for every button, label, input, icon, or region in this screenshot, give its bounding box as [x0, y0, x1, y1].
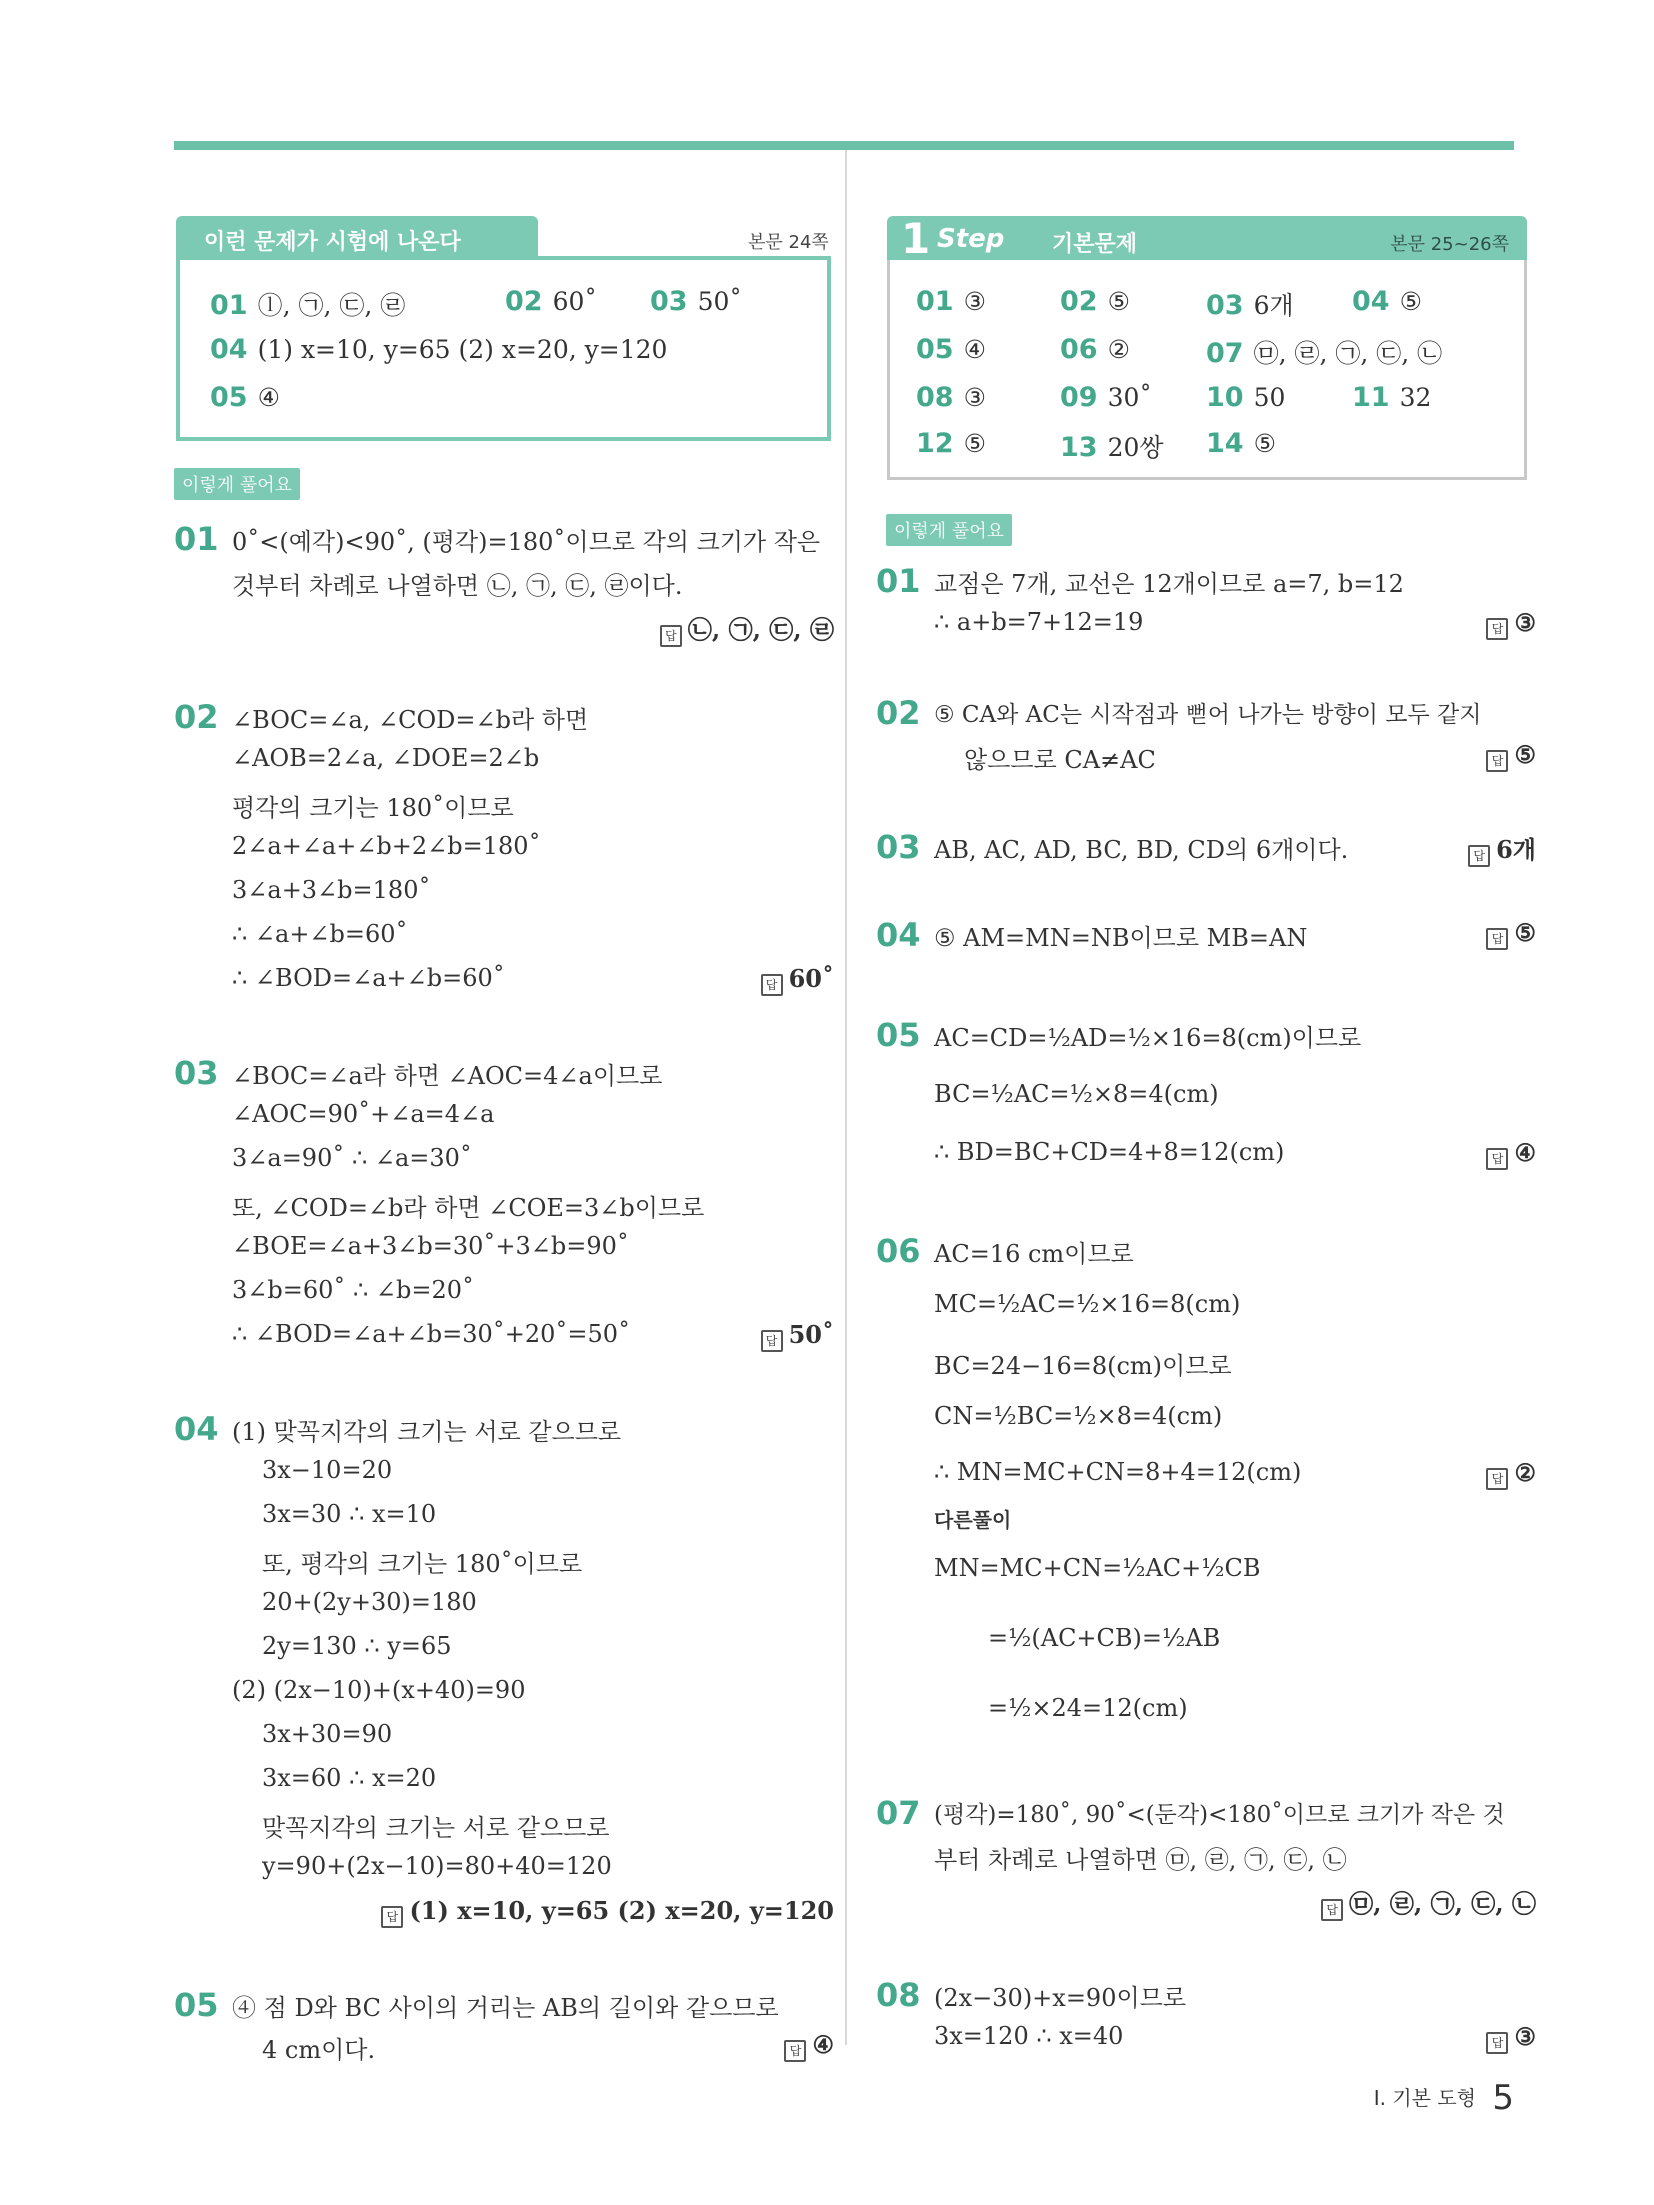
final-answer: 답 ④ — [784, 2030, 834, 2062]
exam-preview-header — [176, 216, 538, 260]
answer-item: 11 32 — [1352, 382, 1432, 413]
answer-item: 06 ② — [1060, 334, 1130, 365]
solution-badge: 이렇게 풀어요 — [886, 514, 1012, 546]
basic-problems-header — [887, 214, 1527, 263]
answer-item: 01 ⓛ, ㉠, ㉢, ㉣ — [210, 290, 406, 321]
answer-item: 01 ③ — [916, 286, 986, 317]
answer-item: 04 ⑤ — [1352, 286, 1422, 317]
answer-item: 04 (1) x=10, y=65 (2) x=20, y=120 — [210, 334, 668, 365]
answer-item: 03 50˚ — [650, 286, 742, 317]
answer-item: 09 30˚ — [1060, 382, 1152, 413]
final-answer: 답 ③ — [1486, 2022, 1536, 2054]
alt-solution-label: 다른풀이 — [934, 1508, 1012, 1532]
answer-item: 13 20쌍 — [1060, 432, 1164, 463]
exam-preview-ref: 본문 24쪽 — [748, 232, 829, 253]
final-answer: 답 6개 — [1468, 830, 1536, 867]
answer-item: 05 ④ — [210, 382, 280, 413]
answer-item: 02 60˚ — [505, 286, 597, 317]
solution-08: 08 (2x−30)+x=90이므로 3x=120 ∴ x=40 답 ③ — [876, 1976, 1536, 2056]
answer-item: 12 ⑤ — [916, 428, 986, 459]
solution-03: 03 ∠BOC=∠a라 하면 ∠AOC=4∠a이므로 ∠AOC=90˚+∠a=4∠a 3∠a=90˚ ∴ ∠a=30˚ 또, ∠COD=∠b라 하면 ∠COE=3∠b이므로 ∠BOE=∠a+3∠b=30˚+3∠b=90˚ 3∠b=60˚ ∴ ∠b=20˚ ∴ ∠BOD=∠a+∠b=30˚+20˚=50˚ 답 50˚ — [174, 1054, 834, 1354]
page-number: 5 — [1492, 2078, 1514, 2118]
solution-06: 06 AC=16 cm이므로 MC=½AC=½×16=8(cm) BC=24−16=8(cm)이므로 CN=½BC=½×8=4(cm) ∴ MN=MC+CN=8+4=12(cm) 답 ② 다른풀이 MN=MC+CN=½AC+½CB =½(AC+CB)=½AB =½×24=12(cm) — [876, 1232, 1536, 1722]
final-answer: 답 ② — [1486, 1458, 1536, 1490]
solution-05: 05 ④ 점 D와 BC 사이의 거리는 AB의 길이와 같으므로 4 cm이다. 답 ④ — [174, 1986, 834, 2064]
column-divider — [845, 150, 847, 2045]
solution-05: 05 AC=CD=½AD=½×16=8(cm)이므로 BC=½AC=½×8=4(cm) ∴ BD=BC+CD=4+8=12(cm) 답 ④ — [876, 1016, 1536, 1186]
final-answer: 답 ④ — [1486, 1138, 1536, 1170]
final-answer: 답 ㉤, ㉣, ㉠, ㉢, ㉡ — [1321, 1884, 1536, 1921]
section-title: I. 기본 도형 — [1373, 2086, 1476, 2110]
answer-item: 14 ⑤ — [1206, 428, 1276, 459]
answer-item: 05 ④ — [916, 334, 986, 365]
basic-problems-ref: 본문 25~26쪽 — [1390, 234, 1509, 255]
solution-02: 02 ⑤ CA와 AC는 시작점과 뻗어 나가는 방향이 모두 같지 않으므로 CA≠AC 답 ⑤ — [876, 694, 1536, 774]
exam-preview-title: 이런 문제가 시험에 나온다 — [204, 230, 461, 255]
final-answer: 답 (1) x=10, y=65 (2) x=20, y=120 — [381, 1896, 834, 1928]
final-answer: 답 50˚ — [761, 1320, 834, 1352]
top-rule — [174, 141, 1514, 150]
basic-problems-title: 기본문제 — [1052, 232, 1138, 257]
answer-item: 07 ㉤, ㉣, ㉠, ㉢, ㉡ — [1206, 338, 1443, 369]
solution-03: 03 AB, AC, AD, BC, BD, CD의 6개이다. 답 6개 — [876, 828, 1536, 866]
solution-01: 01 교점은 7개, 교선은 12개이므로 a=7, b=12 ∴ a+b=7+12=19 답 ③ — [876, 562, 1536, 642]
final-answer: 답 ⑤ — [1486, 918, 1536, 950]
step-number: 1 — [901, 214, 931, 263]
final-answer: 답 60˚ — [761, 964, 834, 996]
answer-item: 03 6개 — [1206, 290, 1294, 321]
solution-07: 07 (평각)=180˚, 90˚<(둔각)<180˚이므로 크기가 작은 것 부터 차례로 나열하면 ㉤, ㉣, ㉠, ㉢, ㉡ 답 ㉤, ㉣, ㉠, ㉢, ㉡ — [876, 1794, 1536, 1924]
answer-item: 10 50 — [1206, 382, 1286, 413]
step-label: Step — [937, 224, 1005, 254]
answer-item: 08 ③ — [916, 382, 986, 413]
final-answer: 답 ③ — [1486, 608, 1536, 640]
final-answer: 답 ㉡, ㉠, ㉢, ㉣ — [660, 610, 834, 647]
page-footer — [1374, 2078, 1514, 2118]
solution-01: 01 0˚<(예각)<90˚, (평각)=180˚이므로 각의 크기가 작은 것부터 차례로 나열하면 ㉡, ㉠, ㉢, ㉣이다. 답 ㉡, ㉠, ㉢, ㉣ — [174, 520, 834, 640]
solution-04: 04 ⑤ AM=MN=NB이므로 MB=AN 답 ⑤ — [876, 916, 1536, 954]
solution-04: 04 (1) 맞꼭지각의 크기는 서로 같으므로 3x−10=20 3x=30 ∴ x=10 또, 평각의 크기는 180˚이므로 20+(2y+30)=180 2y=130 ∴ y=65 (2) (2x−10)+(x+40)=90 3x+30=90 3x=60 ∴ x=20 맞꼭지각의 크기는 서로 같으므로 y=90+(2x−10)=80+40=120 답 (1) x=10, y=65 (2) x=20, y=120 — [174, 1410, 834, 1930]
final-answer: 답 ⑤ — [1486, 740, 1536, 772]
answer-item: 02 ⑤ — [1060, 286, 1130, 317]
solution-02: 02 ∠BOC=∠a, ∠COD=∠b라 하면 ∠AOB=2∠a, ∠DOE=2∠b 평각의 크기는 180˚이므로 2∠a+∠a+∠b+2∠b=180˚ 3∠a+3∠b=180˚ ∴ ∠a+∠b=60˚ ∴ ∠BOD=∠a+∠b=60˚ 답 60˚ — [174, 698, 834, 998]
solution-badge: 이렇게 풀어요 — [174, 468, 300, 500]
